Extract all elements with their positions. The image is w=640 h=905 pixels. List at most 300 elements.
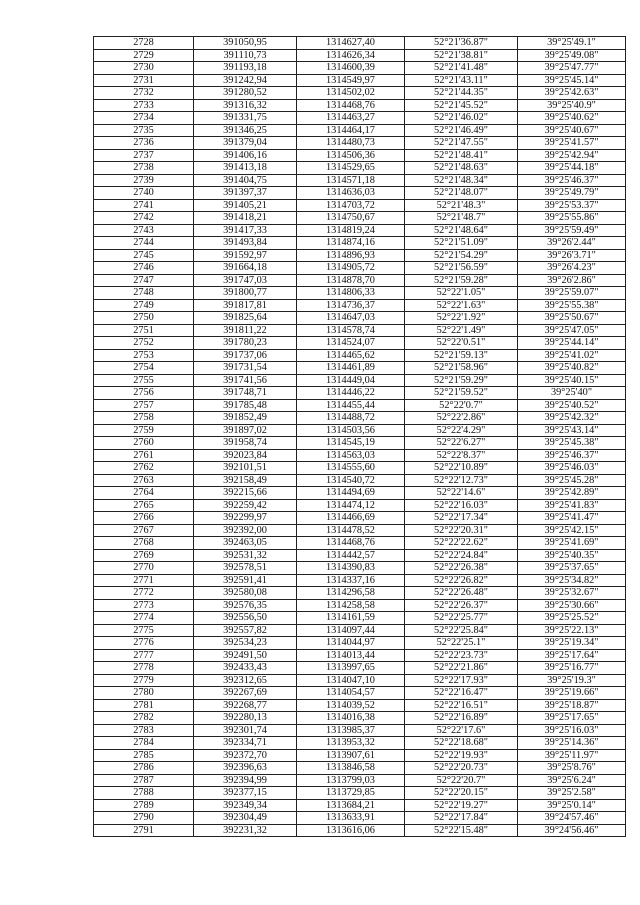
point-number-cell: 2786 xyxy=(94,762,194,775)
x-coordinate-cell: 392215,66 xyxy=(194,487,297,500)
latitude-cell: 52°22'2.86" xyxy=(405,412,518,425)
longitude-cell: 39°25'59.49" xyxy=(518,224,626,237)
x-coordinate-cell: 392491,50 xyxy=(194,649,297,662)
y-coordinate-cell: 1314455,44 xyxy=(297,399,405,412)
y-coordinate-cell: 1314626,34 xyxy=(297,49,405,62)
table-row xyxy=(94,287,626,300)
table-row xyxy=(94,187,626,200)
y-coordinate-cell: 1314461,89 xyxy=(297,362,405,375)
table-row xyxy=(94,774,626,787)
table-row xyxy=(94,312,626,325)
latitude-cell: 52°22'26.82" xyxy=(405,574,518,587)
latitude-cell: 52°22'19.27" xyxy=(405,799,518,812)
longitude-cell: 39°25'22.13" xyxy=(518,624,626,637)
table-row xyxy=(94,37,626,50)
latitude-cell: 52°22'1.49" xyxy=(405,324,518,337)
table-row xyxy=(94,87,626,100)
table-row xyxy=(94,199,626,212)
x-coordinate-cell: 392557,82 xyxy=(194,624,297,637)
latitude-cell: 52°22'20.15" xyxy=(405,787,518,800)
longitude-cell: 39°25'41.47" xyxy=(518,512,626,525)
latitude-cell: 52°22'17.34" xyxy=(405,512,518,525)
longitude-cell: 39°25'42.32" xyxy=(518,412,626,425)
latitude-cell: 52°21'46.02" xyxy=(405,112,518,125)
point-number-cell: 2772 xyxy=(94,587,194,600)
x-coordinate-cell: 392372,70 xyxy=(194,749,297,762)
x-coordinate-cell: 392463,05 xyxy=(194,537,297,550)
y-coordinate-cell: 1313907,61 xyxy=(297,749,405,762)
latitude-cell: 52°21'45.52" xyxy=(405,99,518,112)
x-coordinate-cell: 391748,71 xyxy=(194,387,297,400)
table-row xyxy=(94,362,626,375)
x-coordinate-cell: 391418,21 xyxy=(194,212,297,225)
point-number-cell: 2738 xyxy=(94,162,194,175)
longitude-cell: 39°26'2.86" xyxy=(518,274,626,287)
table-row xyxy=(94,387,626,400)
latitude-cell: 52°22'1.63" xyxy=(405,299,518,312)
y-coordinate-cell: 1314529,65 xyxy=(297,162,405,175)
y-coordinate-cell: 1314703,72 xyxy=(297,199,405,212)
y-coordinate-cell: 1314464,17 xyxy=(297,124,405,137)
point-number-cell: 2769 xyxy=(94,549,194,562)
x-coordinate-cell: 391747,03 xyxy=(194,274,297,287)
latitude-cell: 52°22'24.84" xyxy=(405,549,518,562)
latitude-cell: 52°22'20.7" xyxy=(405,774,518,787)
y-coordinate-cell: 1314465,62 xyxy=(297,349,405,362)
table-row xyxy=(94,524,626,537)
x-coordinate-cell: 391811,22 xyxy=(194,324,297,337)
y-coordinate-cell: 1314896,93 xyxy=(297,249,405,262)
longitude-cell: 39°25'49.1" xyxy=(518,37,626,50)
longitude-cell: 39°25'59.07" xyxy=(518,287,626,300)
y-coordinate-cell: 1314540,72 xyxy=(297,474,405,487)
x-coordinate-cell: 391050,95 xyxy=(194,37,297,50)
y-coordinate-cell: 1314571,18 xyxy=(297,174,405,187)
table-row xyxy=(94,249,626,262)
table-row xyxy=(94,699,626,712)
point-number-cell: 2788 xyxy=(94,787,194,800)
point-number-cell: 2766 xyxy=(94,512,194,525)
longitude-cell: 39°25'2.58" xyxy=(518,787,626,800)
x-coordinate-cell: 392267,69 xyxy=(194,687,297,700)
latitude-cell: 52°22'26.48" xyxy=(405,587,518,600)
point-number-cell: 2735 xyxy=(94,124,194,137)
latitude-cell: 52°21'43.11" xyxy=(405,74,518,87)
y-coordinate-cell: 1314494,69 xyxy=(297,487,405,500)
latitude-cell: 52°21'48.3" xyxy=(405,199,518,212)
y-coordinate-cell: 1314016,38 xyxy=(297,712,405,725)
longitude-cell: 39°25'47.77" xyxy=(518,62,626,75)
longitude-cell: 39°25'40.67" xyxy=(518,124,626,137)
longitude-cell: 39°25'30.66" xyxy=(518,599,626,612)
x-coordinate-cell: 391397,37 xyxy=(194,187,297,200)
longitude-cell: 39°25'45.38" xyxy=(518,437,626,450)
longitude-cell: 39°25'0.14" xyxy=(518,799,626,812)
table-row xyxy=(94,112,626,125)
table-row xyxy=(94,487,626,500)
point-number-cell: 2785 xyxy=(94,749,194,762)
longitude-cell: 39°25'45.14" xyxy=(518,74,626,87)
latitude-cell: 52°22'18.68" xyxy=(405,737,518,750)
x-coordinate-cell: 392578,51 xyxy=(194,562,297,575)
table-row xyxy=(94,712,626,725)
point-number-cell: 2758 xyxy=(94,412,194,425)
table-row xyxy=(94,662,626,675)
latitude-cell: 52°22'0.51" xyxy=(405,337,518,350)
table-row xyxy=(94,299,626,312)
x-coordinate-cell: 392556,50 xyxy=(194,612,297,625)
y-coordinate-cell: 1314013,44 xyxy=(297,649,405,662)
point-number-cell: 2731 xyxy=(94,74,194,87)
longitude-cell: 39°25'40.9" xyxy=(518,99,626,112)
point-number-cell: 2733 xyxy=(94,99,194,112)
longitude-cell: 39°25'11.97" xyxy=(518,749,626,762)
y-coordinate-cell: 1314258,58 xyxy=(297,599,405,612)
x-coordinate-cell: 392101,51 xyxy=(194,462,297,475)
longitude-cell: 39°25'55.86" xyxy=(518,212,626,225)
longitude-cell: 39°25'37.65" xyxy=(518,562,626,575)
point-number-cell: 2767 xyxy=(94,524,194,537)
x-coordinate-cell: 391413,18 xyxy=(194,162,297,175)
y-coordinate-cell: 1314337,16 xyxy=(297,574,405,587)
x-coordinate-cell: 392576,35 xyxy=(194,599,297,612)
x-coordinate-cell: 391785,48 xyxy=(194,399,297,412)
table-row xyxy=(94,337,626,350)
y-coordinate-cell: 1314468,76 xyxy=(297,537,405,550)
longitude-cell: 39°25'42.94" xyxy=(518,149,626,162)
latitude-cell: 52°21'56.59" xyxy=(405,262,518,275)
x-coordinate-cell: 391958,74 xyxy=(194,437,297,450)
longitude-cell: 39°24'56.46" xyxy=(518,824,626,837)
table-row xyxy=(94,749,626,762)
point-number-cell: 2778 xyxy=(94,662,194,675)
point-number-cell: 2779 xyxy=(94,674,194,687)
x-coordinate-cell: 391817,81 xyxy=(194,299,297,312)
latitude-cell: 52°22'20.31" xyxy=(405,524,518,537)
point-number-cell: 2748 xyxy=(94,287,194,300)
table-row xyxy=(94,462,626,475)
y-coordinate-cell: 1314097,44 xyxy=(297,624,405,637)
point-number-cell: 2759 xyxy=(94,424,194,437)
table-row xyxy=(94,174,626,187)
table-row xyxy=(94,274,626,287)
table-row xyxy=(94,399,626,412)
point-number-cell: 2741 xyxy=(94,199,194,212)
longitude-cell: 39°25'42.89" xyxy=(518,487,626,500)
longitude-cell: 39°25'45.28" xyxy=(518,474,626,487)
latitude-cell: 52°21'48.34" xyxy=(405,174,518,187)
latitude-cell: 52°21'48.07" xyxy=(405,187,518,200)
point-number-cell: 2730 xyxy=(94,62,194,75)
x-coordinate-cell: 392433,43 xyxy=(194,662,297,675)
longitude-cell: 39°25'34.82" xyxy=(518,574,626,587)
table-row xyxy=(94,212,626,225)
table-row xyxy=(94,587,626,600)
longitude-cell: 39°25'40" xyxy=(518,387,626,400)
point-number-cell: 2744 xyxy=(94,237,194,250)
x-coordinate-cell: 391493,84 xyxy=(194,237,297,250)
table-row xyxy=(94,612,626,625)
point-number-cell: 2753 xyxy=(94,349,194,362)
point-number-cell: 2743 xyxy=(94,224,194,237)
latitude-cell: 52°22'8.37" xyxy=(405,449,518,462)
x-coordinate-cell: 392591,41 xyxy=(194,574,297,587)
x-coordinate-cell: 392023,84 xyxy=(194,449,297,462)
x-coordinate-cell: 392392,00 xyxy=(194,524,297,537)
longitude-cell: 39°25'42.63" xyxy=(518,87,626,100)
longitude-cell: 39°25'8.76" xyxy=(518,762,626,775)
latitude-cell: 52°21'59.13" xyxy=(405,349,518,362)
longitude-cell: 39°25'17.64" xyxy=(518,649,626,662)
longitude-cell: 39°25'49.79" xyxy=(518,187,626,200)
y-coordinate-cell: 1314054,57 xyxy=(297,687,405,700)
point-number-cell: 2782 xyxy=(94,712,194,725)
x-coordinate-cell: 391664,18 xyxy=(194,262,297,275)
longitude-cell: 39°24'57.46" xyxy=(518,812,626,825)
x-coordinate-cell: 391417,33 xyxy=(194,224,297,237)
point-number-cell: 2781 xyxy=(94,699,194,712)
latitude-cell: 52°21'48.64" xyxy=(405,224,518,237)
longitude-cell: 39°25'40.62" xyxy=(518,112,626,125)
longitude-cell: 39°25'46.03" xyxy=(518,462,626,475)
table-row xyxy=(94,762,626,775)
longitude-cell: 39°25'49.08" xyxy=(518,49,626,62)
x-coordinate-cell: 391731,54 xyxy=(194,362,297,375)
latitude-cell: 52°21'38.81" xyxy=(405,49,518,62)
latitude-cell: 52°21'59.52" xyxy=(405,387,518,400)
y-coordinate-cell: 1313846,58 xyxy=(297,762,405,775)
table-row xyxy=(94,324,626,337)
latitude-cell: 52°21'36.87" xyxy=(405,37,518,50)
x-coordinate-cell: 391852,49 xyxy=(194,412,297,425)
longitude-cell: 39°25'50.67" xyxy=(518,312,626,325)
latitude-cell: 52°21'48.41" xyxy=(405,149,518,162)
point-number-cell: 2747 xyxy=(94,274,194,287)
point-number-cell: 2763 xyxy=(94,474,194,487)
table-row xyxy=(94,724,626,737)
y-coordinate-cell: 1314463,27 xyxy=(297,112,405,125)
point-number-cell: 2750 xyxy=(94,312,194,325)
longitude-cell: 39°25'46.37" xyxy=(518,174,626,187)
y-coordinate-cell: 1314806,33 xyxy=(297,287,405,300)
point-number-cell: 2756 xyxy=(94,387,194,400)
x-coordinate-cell: 392312,65 xyxy=(194,674,297,687)
latitude-cell: 52°22'4.29" xyxy=(405,424,518,437)
x-coordinate-cell: 391110,73 xyxy=(194,49,297,62)
point-number-cell: 2761 xyxy=(94,449,194,462)
y-coordinate-cell: 1314600,39 xyxy=(297,62,405,75)
point-number-cell: 2790 xyxy=(94,812,194,825)
latitude-cell: 52°22'14.6" xyxy=(405,487,518,500)
table-row xyxy=(94,412,626,425)
y-coordinate-cell: 1314044,97 xyxy=(297,637,405,650)
x-coordinate-cell: 392304,49 xyxy=(194,812,297,825)
table-row xyxy=(94,49,626,62)
latitude-cell: 52°22'12.73" xyxy=(405,474,518,487)
x-coordinate-cell: 391404,75 xyxy=(194,174,297,187)
x-coordinate-cell: 392396,63 xyxy=(194,762,297,775)
y-coordinate-cell: 1314627,40 xyxy=(297,37,405,50)
longitude-cell: 39°26'3.71" xyxy=(518,249,626,262)
longitude-cell: 39°25'6.24" xyxy=(518,774,626,787)
y-coordinate-cell: 1313799,03 xyxy=(297,774,405,787)
y-coordinate-cell: 1314480,73 xyxy=(297,137,405,150)
point-number-cell: 2771 xyxy=(94,574,194,587)
point-number-cell: 2777 xyxy=(94,649,194,662)
point-number-cell: 2734 xyxy=(94,112,194,125)
x-coordinate-cell: 391897,02 xyxy=(194,424,297,437)
y-coordinate-cell: 1314503,56 xyxy=(297,424,405,437)
table-row xyxy=(94,262,626,275)
latitude-cell: 52°22'22.62" xyxy=(405,537,518,550)
y-coordinate-cell: 1314549,97 xyxy=(297,74,405,87)
y-coordinate-cell: 1314524,07 xyxy=(297,337,405,350)
latitude-cell: 52°21'59.29" xyxy=(405,374,518,387)
y-coordinate-cell: 1313953,32 xyxy=(297,737,405,750)
y-coordinate-cell: 1314478,52 xyxy=(297,524,405,537)
longitude-cell: 39°25'32.67" xyxy=(518,587,626,600)
table-row xyxy=(94,224,626,237)
longitude-cell: 39°25'47.05" xyxy=(518,324,626,337)
x-coordinate-cell: 391780,23 xyxy=(194,337,297,350)
longitude-cell: 39°25'42.15" xyxy=(518,524,626,537)
table-row xyxy=(94,474,626,487)
y-coordinate-cell: 1314039,52 xyxy=(297,699,405,712)
point-number-cell: 2732 xyxy=(94,87,194,100)
longitude-cell: 39°25'19.34" xyxy=(518,637,626,650)
latitude-cell: 52°22'17.84" xyxy=(405,812,518,825)
latitude-cell: 52°21'46.49" xyxy=(405,124,518,137)
y-coordinate-cell: 1313729,85 xyxy=(297,787,405,800)
y-coordinate-cell: 1313633,91 xyxy=(297,812,405,825)
latitude-cell: 52°22'6.27" xyxy=(405,437,518,450)
y-coordinate-cell: 1314047,10 xyxy=(297,674,405,687)
latitude-cell: 52°22'15.48" xyxy=(405,824,518,837)
x-coordinate-cell: 392301,74 xyxy=(194,724,297,737)
point-number-cell: 2770 xyxy=(94,562,194,575)
table-row xyxy=(94,537,626,550)
point-number-cell: 2787 xyxy=(94,774,194,787)
y-coordinate-cell: 1314474,12 xyxy=(297,499,405,512)
y-coordinate-cell: 1314578,74 xyxy=(297,324,405,337)
x-coordinate-cell: 392377,15 xyxy=(194,787,297,800)
y-coordinate-cell: 1314506,36 xyxy=(297,149,405,162)
table-row xyxy=(94,574,626,587)
latitude-cell: 52°22'19.93" xyxy=(405,749,518,762)
coordinates-table xyxy=(93,36,626,837)
x-coordinate-cell: 392334,71 xyxy=(194,737,297,750)
latitude-cell: 52°22'1.05" xyxy=(405,287,518,300)
latitude-cell: 52°22'16.03" xyxy=(405,499,518,512)
longitude-cell: 39°25'43.14" xyxy=(518,424,626,437)
point-number-cell: 2749 xyxy=(94,299,194,312)
y-coordinate-cell: 1314736,37 xyxy=(297,299,405,312)
longitude-cell: 39°25'17.65" xyxy=(518,712,626,725)
table-row xyxy=(94,687,626,700)
latitude-cell: 52°22'16.89" xyxy=(405,712,518,725)
y-coordinate-cell: 1314878,70 xyxy=(297,274,405,287)
longitude-cell: 39°25'40.82" xyxy=(518,362,626,375)
latitude-cell: 52°22'21.86" xyxy=(405,662,518,675)
table-row xyxy=(94,124,626,137)
table-row xyxy=(94,374,626,387)
table-row xyxy=(94,437,626,450)
y-coordinate-cell: 1314449,04 xyxy=(297,374,405,387)
longitude-cell: 39°25'40.35" xyxy=(518,549,626,562)
latitude-cell: 52°22'16.51" xyxy=(405,699,518,712)
longitude-cell: 39°25'41.83" xyxy=(518,499,626,512)
point-number-cell: 2775 xyxy=(94,624,194,637)
table-row xyxy=(94,512,626,525)
x-coordinate-cell: 391331,75 xyxy=(194,112,297,125)
longitude-cell: 39°25'19.3" xyxy=(518,674,626,687)
point-number-cell: 2773 xyxy=(94,599,194,612)
x-coordinate-cell: 392349,34 xyxy=(194,799,297,812)
x-coordinate-cell: 392394,99 xyxy=(194,774,297,787)
coordinates-table-body xyxy=(94,37,626,837)
table-row xyxy=(94,737,626,750)
table-row xyxy=(94,562,626,575)
y-coordinate-cell: 1314555,60 xyxy=(297,462,405,475)
table-row xyxy=(94,787,626,800)
longitude-cell: 39°25'19.66" xyxy=(518,687,626,700)
y-coordinate-cell: 1313616,06 xyxy=(297,824,405,837)
point-number-cell: 2755 xyxy=(94,374,194,387)
point-number-cell: 2736 xyxy=(94,137,194,150)
y-coordinate-cell: 1314905,72 xyxy=(297,262,405,275)
y-coordinate-cell: 1314466,69 xyxy=(297,512,405,525)
y-coordinate-cell: 1314647,03 xyxy=(297,312,405,325)
point-number-cell: 2746 xyxy=(94,262,194,275)
table-row xyxy=(94,499,626,512)
latitude-cell: 52°21'41.48" xyxy=(405,62,518,75)
point-number-cell: 2757 xyxy=(94,399,194,412)
table-row xyxy=(94,99,626,112)
latitude-cell: 52°22'17.93" xyxy=(405,674,518,687)
longitude-cell: 39°25'18.87" xyxy=(518,699,626,712)
table-row xyxy=(94,349,626,362)
latitude-cell: 52°22'23.73" xyxy=(405,649,518,662)
x-coordinate-cell: 391800,77 xyxy=(194,287,297,300)
y-coordinate-cell: 1313985,37 xyxy=(297,724,405,737)
y-coordinate-cell: 1314819,24 xyxy=(297,224,405,237)
longitude-cell: 39°25'46.37" xyxy=(518,449,626,462)
y-coordinate-cell: 1314488,72 xyxy=(297,412,405,425)
x-coordinate-cell: 391737,06 xyxy=(194,349,297,362)
table-row xyxy=(94,62,626,75)
y-coordinate-cell: 1314468,76 xyxy=(297,99,405,112)
latitude-cell: 52°21'48.63" xyxy=(405,162,518,175)
y-coordinate-cell: 1314563,03 xyxy=(297,449,405,462)
latitude-cell: 52°22'25.77" xyxy=(405,612,518,625)
point-number-cell: 2742 xyxy=(94,212,194,225)
latitude-cell: 52°21'54.29" xyxy=(405,249,518,262)
latitude-cell: 52°21'47.55" xyxy=(405,137,518,150)
x-coordinate-cell: 392268,77 xyxy=(194,699,297,712)
longitude-cell: 39°26'4.23" xyxy=(518,262,626,275)
table-row xyxy=(94,449,626,462)
y-coordinate-cell: 1313997,65 xyxy=(297,662,405,675)
latitude-cell: 52°22'0.7" xyxy=(405,399,518,412)
latitude-cell: 52°22'20.73" xyxy=(405,762,518,775)
point-number-cell: 2752 xyxy=(94,337,194,350)
latitude-cell: 52°21'44.35" xyxy=(405,87,518,100)
table-row xyxy=(94,162,626,175)
x-coordinate-cell: 392231,32 xyxy=(194,824,297,837)
x-coordinate-cell: 391280,52 xyxy=(194,87,297,100)
table-row xyxy=(94,799,626,812)
y-coordinate-cell: 1314750,67 xyxy=(297,212,405,225)
